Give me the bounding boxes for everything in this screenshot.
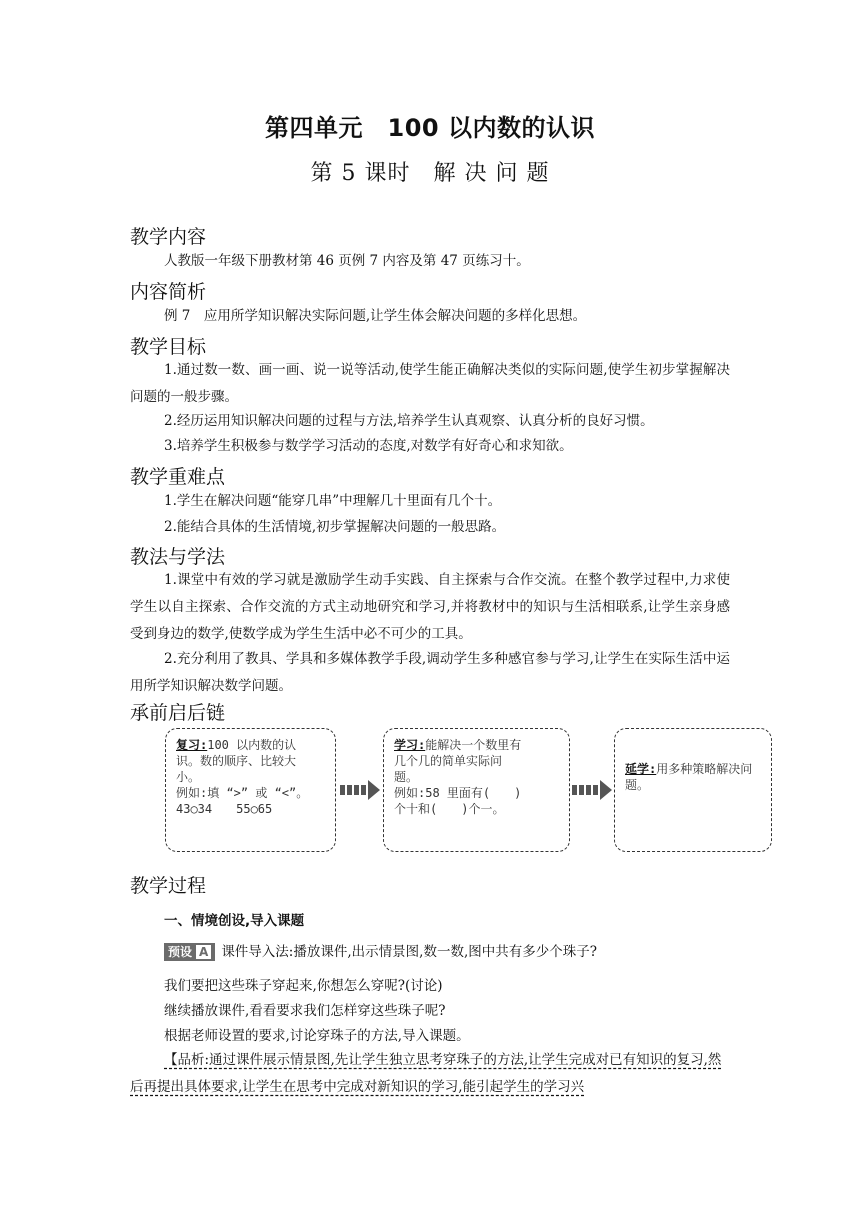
key-point-1: 1.学生在解决问题“能穿几串”中理解几十里面有几个十。	[164, 493, 502, 509]
unit-title: 第四单元 100 以内数的认识	[265, 114, 595, 142]
learn-box	[383, 728, 570, 852]
lesson-title: 第 5 课时 解 决 问 题	[310, 161, 550, 186]
learn-line-2: 几个几的简单实际问	[394, 754, 503, 768]
goal-item-2: 2.经历运用知识解决问题的过程与方法,培养学生认真观察、认真分析的良好习惯。	[164, 413, 654, 429]
learn-line-1: 能解决一个数里有	[425, 738, 522, 752]
extend-label: 延学:	[625, 762, 657, 776]
heading-links: 承前启后链	[130, 702, 226, 724]
arrow-right-icon	[340, 780, 380, 800]
extend-line-1: 用多种策略解决问	[656, 762, 753, 776]
goal-item-3: 3.培养学生积极参与数学学习活动的态度,对数学有好奇心和求知欲。	[164, 438, 573, 454]
learn-line-4: 例如:58 里面有( )	[394, 786, 522, 800]
review-label: 复习:	[176, 738, 208, 752]
review-line-1: 100 以内数的认	[207, 738, 297, 752]
review-line-2: 识。数的顺序、比较大	[176, 754, 297, 768]
heading-methods: 教法与学法	[130, 546, 226, 568]
process-line-1: 我们要把这些珠子穿起来,你想怎么穿呢?(讨论)	[164, 978, 443, 994]
method-item-1: 1.课堂中有效的学习就是激励学生动手实践、自主探索与合作交流。在整个教学过程中,力求使学生以自主探索、合作交流的方式主动地研究和学习,并将教材中的知识与生活相联系,让学生亲身感受到身边的数学,使数学成为学生生活中必不可少的工具。	[130, 572, 730, 642]
arrow-right-icon	[572, 780, 612, 800]
preset-line	[164, 942, 597, 962]
learn-line-3: 题。	[394, 770, 419, 784]
learn-line-5: 个十和( )个一。	[394, 802, 505, 816]
learn-label: 学习:	[394, 738, 426, 752]
heading-goals: 教学目标	[130, 336, 207, 358]
part1-title: 一、情境创设,导入课题	[164, 913, 305, 929]
process-line-3: 根据老师设置的要求,讨论穿珠子的方法,导入课题。	[164, 1028, 470, 1044]
extend-box	[614, 728, 772, 852]
method-item-2: 2.充分利用了教具、学具和多媒体教学手段,调动学生多种感官参与学习,让学生在实际生活中运用所学知识解决数学问题。	[130, 651, 730, 694]
heading-summary: 内容简析	[130, 281, 207, 303]
summary-text: 例 7 应用所学知识解决实际问题,让学生体会解决问题的多样化思想。	[164, 308, 587, 324]
preset-badge: 预设 A	[164, 943, 215, 961]
process-line-2: 继续播放课件,看看要求我们怎样穿这些珠子呢?	[164, 1003, 446, 1019]
key-point-2: 2.能结合具体的生活情境,初步掌握解决问题的一般思路。	[164, 519, 506, 535]
review-line-3: 小。	[176, 770, 201, 784]
review-line-4: 例如:填 “>” 或 “<”。	[176, 786, 309, 800]
content-text: 人教版一年级下册教材第 46 页例 7 内容及第 47 页练习十。	[164, 253, 530, 269]
review-box	[165, 728, 336, 852]
heading-key-points: 教学重难点	[130, 466, 226, 488]
review-line-5: 43○34 55○65	[176, 802, 273, 816]
goal-item-1: 1.通过数一数、画一画、说一说等活动,使学生能正确解决类似的实际问题,使学生初步掌握解决问题的一般步骤。	[130, 362, 730, 405]
preset-intro: 课件导入法:播放课件,出示情景图,数一数,图中共有多少个珠子?	[221, 944, 597, 960]
extend-line-2: 题。	[625, 778, 650, 792]
heading-process: 教学过程	[130, 875, 207, 897]
heading-content: 教学内容	[130, 226, 207, 248]
analysis-text: 【品析:通过课件展示情景图,先让学生独立思考穿珠子的方法,让学生完成对已有知识的复习,然后再提出具体要求,让学生在思考中完成对新知识的学习,能引起学生的学习兴	[130, 1052, 722, 1095]
